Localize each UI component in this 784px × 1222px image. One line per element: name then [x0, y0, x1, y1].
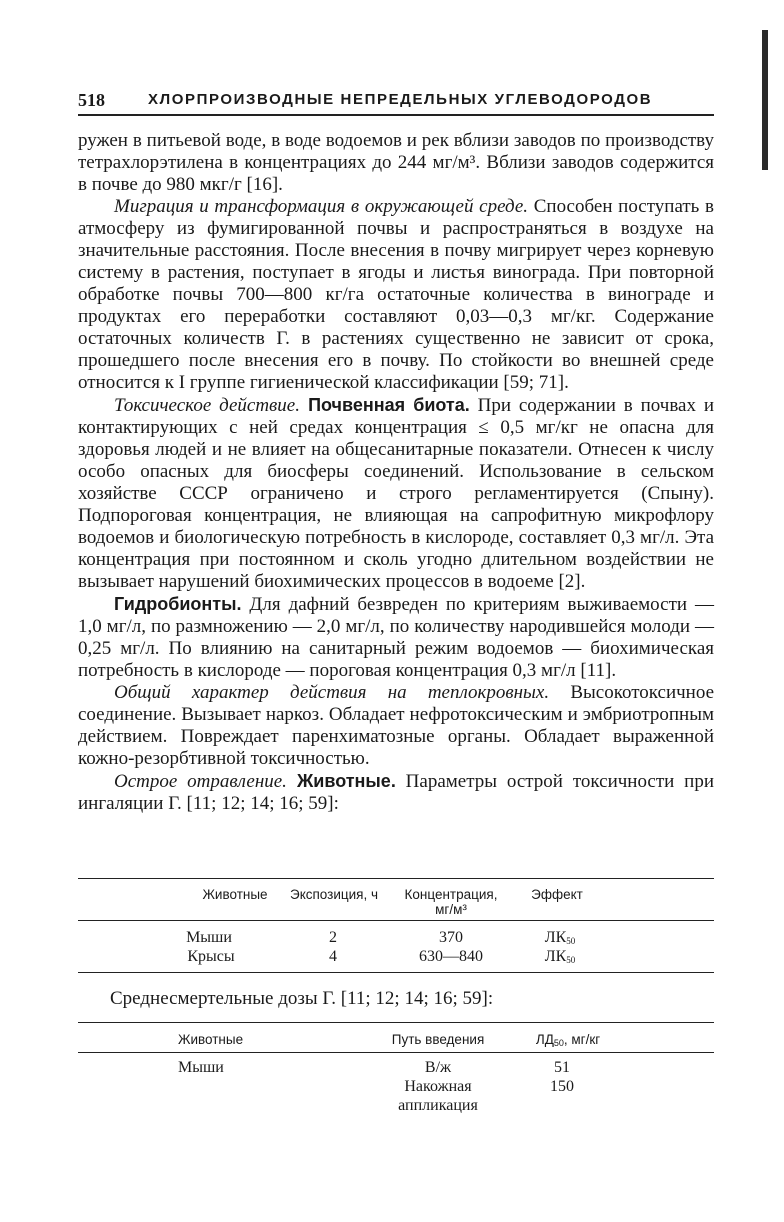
- table-header-cell-ld50: $ЛД_{50}$, мг/кг: [535, 1032, 601, 1048]
- table-cell: 2: [329, 929, 337, 946]
- paragraph-general-action: Общий характер действия на теплокровных. Высокотоксичное соединение. Вызывает наркоз. Обладает нефротоксическим и эмбриотропным действием. Повреждает паренхиматозные органы. Обладает выраженной кожно-резорбтивной токсичностью.: [78, 682, 715, 769]
- subheading-hydrobionts: Гидробионты.: [114, 594, 242, 614]
- table-cell: Накожная аппликация: [398, 1078, 478, 1114]
- section-heading-migration: Миграция и трансформация в окружающей среде.: [114, 196, 529, 217]
- table-rule-top: [78, 1022, 714, 1023]
- running-header: [78, 88, 714, 116]
- table-header-cell: Концентрация, мг/м³: [404, 887, 498, 917]
- table-header-cell: Животные: [202, 887, 268, 902]
- table-rule-header: [78, 920, 714, 921]
- running-title: ХЛОРПРОИЗВОДНЫЕ НЕПРЕДЕЛЬНЫХ УГЛЕВОДОРОДОВ: [148, 91, 653, 108]
- table-cell: В/ж: [424, 1059, 452, 1076]
- paragraph-migration: Миграция и трансформация в окружающей среде. Способен поступать в атмосферу из фумигированной почвы и распространяться в воздухе на значительные расстояния. После внесения в почву мигрирует через корневую систему в растения, поступает в ягоды и листья винограда. При повторной обработке почвы 700—800 кг/га остаточные количества в винограде и продуктах его переработки составляют 0,03—0,3 мг/кг. Содержание остаточных количеств Г. в растениях существенно не зависит от срока, прошедшего после внесения его в почву. По стойкости во внешней среде относится к I группе гигиенической классификации [59; 71].: [78, 196, 714, 393]
- paragraph-contamination: ружен в питьевой воде, в воде водоемов и рек вблизи заводов по производству тетрахлорэтилена в концентрациях до 244 мг/м³. Вблизи заводов содержится в почве до 980 мкг/г [16].: [78, 130, 714, 195]
- median-lethal-doses-intro: Среднесмертельные дозы Г. [11; 12; 14; 16; 59]:: [110, 988, 494, 1009]
- section-heading-general: Общий характер действия на теплокровных.: [114, 682, 550, 703]
- table-cell: 630—840: [419, 948, 483, 965]
- paragraph-toxic-action: Токсическое действие. Почвенная биота. При содержании в почвах и контактирующих с ней средах концентрация ≤ 0,5 мг/кг не опасна для здоровья людей и не влияет на общесанитарные показатели. Отнесен к числу особо опасных для биосферы соединений. Использование в сельском хозяйстве СССР ограничено и строго регламентируется (Спыну). Подпороговая концентрация, не влияющая на сапрофитную микрофлору водоемов и биологическую потребность в кислороде, составляет 0,3 мг/л. Эта концентрация при постоянном и сколь угодно длительном воздействии не вызывает нарушений биохимических процессов в водоеме [2].: [78, 395, 714, 592]
- page-edge-shadow: [762, 30, 768, 170]
- page-number: 518: [78, 90, 105, 110]
- table-header-cell: Путь введения: [391, 1032, 485, 1047]
- table-cell: 4: [329, 948, 337, 965]
- table-rule-header: [78, 1052, 714, 1053]
- table-cell: Мыши: [186, 929, 232, 946]
- section-heading-acute: Острое отравление.: [114, 771, 287, 792]
- paragraph-acute-poisoning: Острое отравление. Животные. Параметры острой токсичности при ингаляции Г. [11; 12; 14; 16; 59]:: [78, 771, 715, 814]
- table-cell: Крысы: [187, 948, 235, 965]
- table-cell-effect: $ЛК_{50}$: [544, 929, 576, 946]
- table-header-cell: Экспозиция, ч: [289, 887, 379, 902]
- paragraph-hydrobionts: Гидробионты. Для дафний безвреден по критериям выживаемости — 1,0 мг/л, по размножению — 2,0 мг/л, по количеству народившейся молоди — 0,25 мг/л. По влиянию на санитарный режим водоемов — биохимическая потребность в кислороде — пороговая концентрация 0,3 мг/л [11].: [78, 594, 714, 681]
- main-text: [78, 130, 714, 815]
- table-header-cell: Животные: [178, 1032, 244, 1047]
- table-rule-top: [78, 878, 714, 879]
- table-cell-effect: $ЛК_{50}$: [544, 948, 576, 965]
- table-rule-bottom: [78, 972, 714, 973]
- table-cell: 150: [550, 1078, 574, 1095]
- table-cell: 370: [439, 929, 463, 946]
- subheading-animals: Животные.: [286, 771, 396, 791]
- table-cell: 51: [554, 1059, 570, 1076]
- subheading-soil-biota: Почвенная биота.: [299, 395, 470, 415]
- section-heading-toxic: Токсическое действие.: [114, 395, 300, 416]
- table-header-cell: Эффект: [531, 887, 583, 902]
- table-cell: Мыши: [178, 1059, 224, 1076]
